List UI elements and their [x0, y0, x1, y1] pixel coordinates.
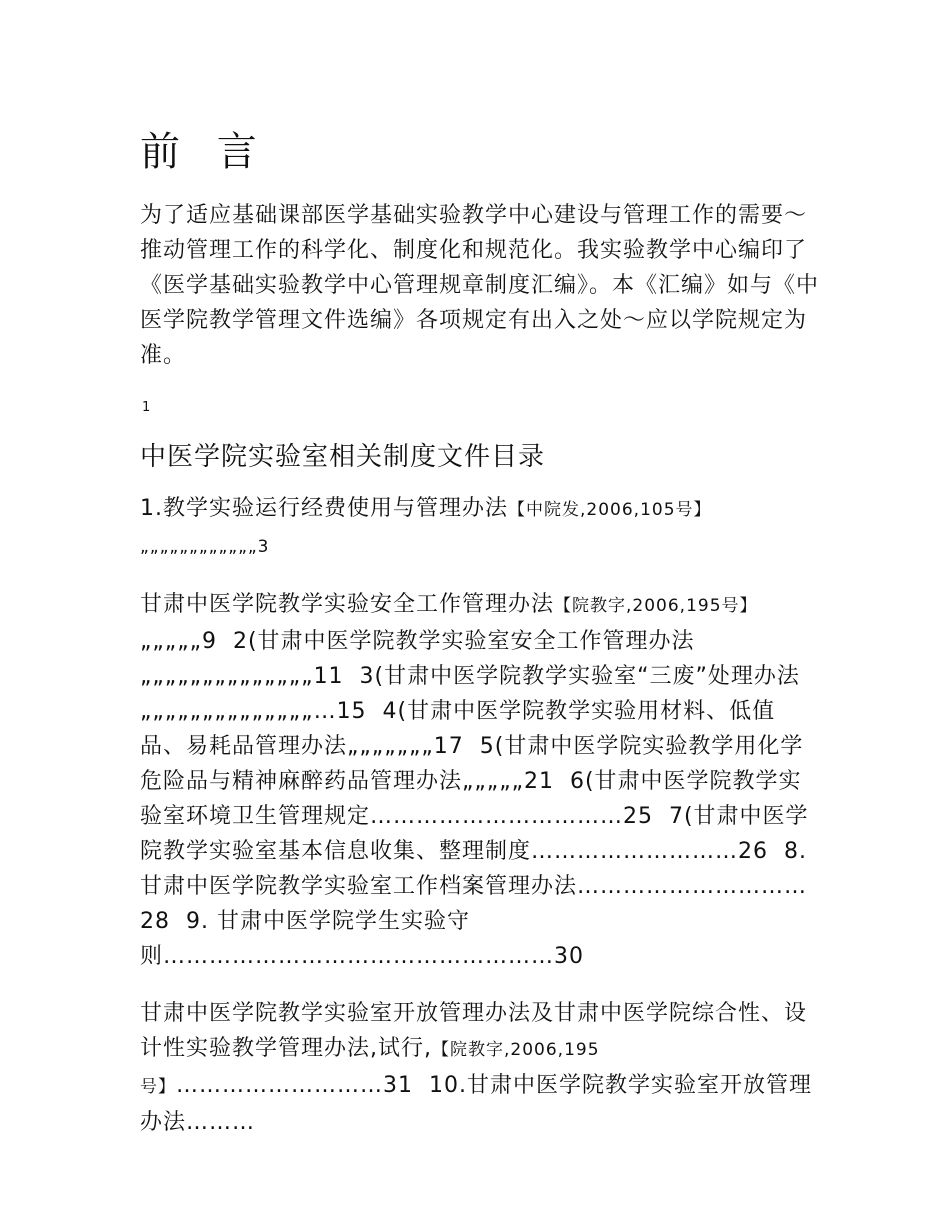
toc-title: 中医学院实验室相关制度文件目录 — [140, 442, 546, 472]
toc-item-3-text: 甘肃中医学院教学实验室开放管理办法及甘肃中医学院综合性、设计性实验教学管理办法,试行, — [140, 1001, 808, 1061]
toc-item-2-ref: 【院教字,2006,195号】 — [554, 596, 758, 616]
preface-paragraph: 为了适应基础课部医学基础实验教学中心建设与管理工作的需要～推动管理工作的科学化、制度化和规范化。我实验教学中心编印了《医学基础实验教学中心管理规章制度汇编》。本《汇编》如与《中医学院教学管理文件选编》各项规定有出入之处～应以学院规定为准。 — [140, 203, 820, 368]
toc-item-2-text: 甘肃中医学院教学实验安全工作管理办法 — [140, 592, 555, 617]
toc-item-3-entries: ………………………31 10.甘肃中医学院教学实验室开放管理办法……… — [140, 1073, 812, 1135]
page-number: 1 — [142, 400, 151, 415]
toc-item-1-text: 1.教学实验运行经费使用与管理办法 — [140, 496, 508, 521]
toc-item-3 — [140, 996, 820, 1140]
toc-item-2-entries: „„„„„9 2(甘肃中医学院教学实验室安全工作管理办法„„„„„„„„„„„„„„11 3(甘肃中医学院教学实验室“三废”处理办法„„„„„„„„„„„„„„…15 4(甘肃中医学院教学实验用材料、低值品、易耗品管理办法„„„„„„„17 5(甘肃中医学院实验教学用化学危险品与精神麻醉药品管理办法„„„„„21 6(甘肃中医学院教学实验室环境卫生管理规定……………………………25 7(甘肃中医学院教学实验室基本信息收集、整理制度………………………26 8. 甘肃中医学院教学实验室工作档案管理办法…………………………28 9. 甘肃中医学院学生实验守则……………………………………………30 — [140, 629, 815, 969]
toc-item-1-leader: „„„„„„„„„„„„3 — [140, 537, 270, 557]
toc-item-1-ref: 【中院发,2006,105号】 — [508, 500, 712, 520]
document-content — [140, 126, 820, 1162]
toc-item-1 — [140, 491, 820, 565]
toc-item-2 — [140, 587, 820, 974]
preface-title: 前 言 — [140, 129, 269, 175]
toc-item-3-ref: 【院教字,2006,195号】 — [140, 1040, 600, 1097]
